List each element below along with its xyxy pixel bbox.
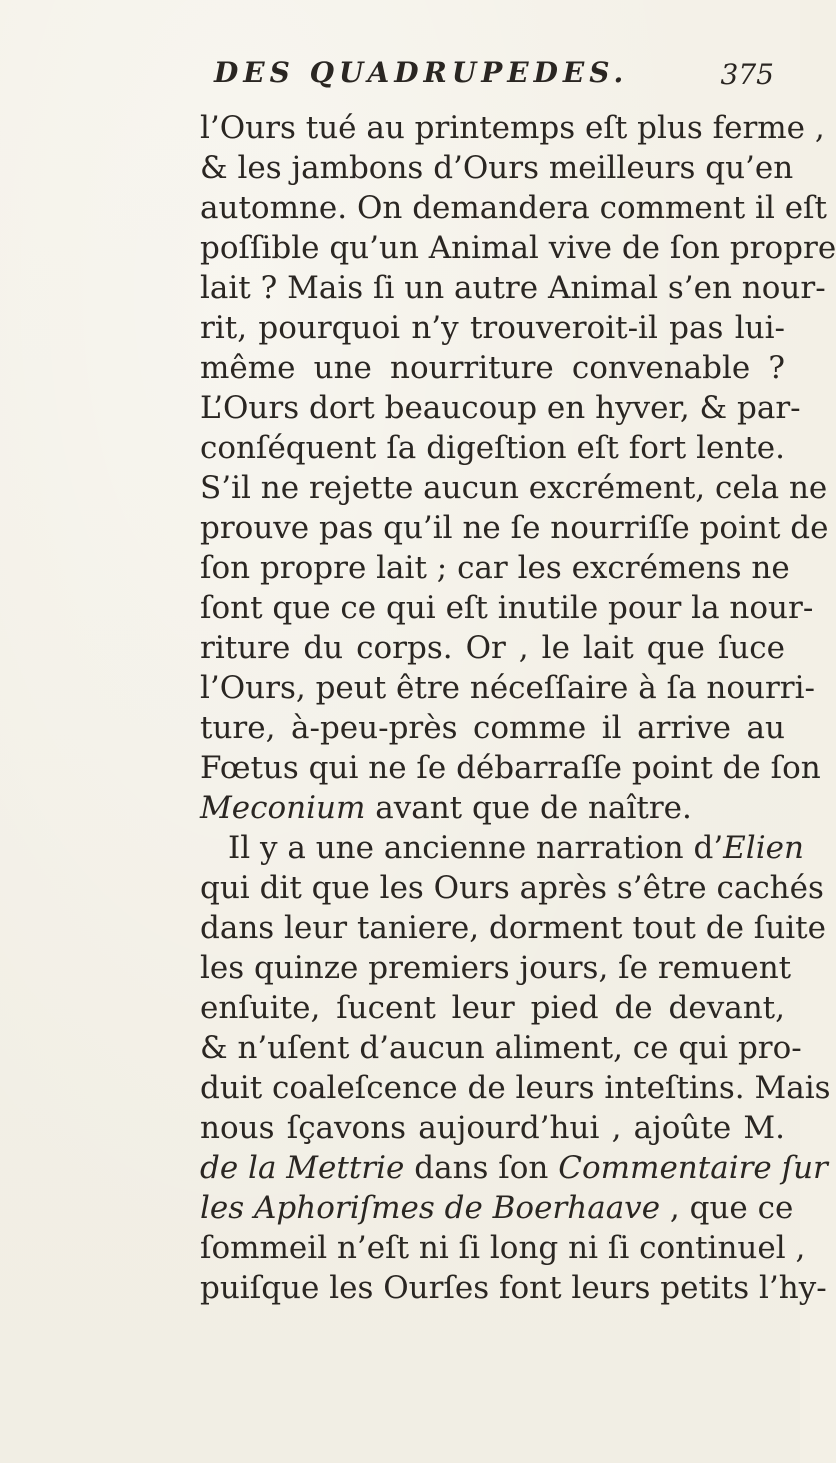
text-line: L’Ours dort beaucoup en hyver, & par-: [200, 390, 801, 426]
text-line: Fœtus qui ne ſe débarraſſe point de ſon: [200, 750, 821, 786]
text-line: nous ſçavons aujourd’hui , ajoûte M.: [200, 1110, 785, 1146]
text-line: ture, à-peu-près comme il arrive au: [200, 710, 785, 746]
text-line: Il y a une ancienne narration d’Elien: [228, 830, 804, 866]
text-line: de la Mettrie dans ſon Commentaire ſur: [200, 1150, 828, 1186]
text-line: rit, pourquoi n’y trouveroit-il pas lui-: [200, 310, 785, 346]
page-number: 375: [720, 58, 774, 91]
text-line: ſon propre lait ; car les excrémens ne: [200, 550, 790, 586]
italic-term: les Aphoriſmes de Boerhaave: [200, 1190, 661, 1226]
text-line: dans leur taniere, dorment tout de ſuite: [200, 910, 826, 946]
text-line: S’il ne rejette aucun excrément, cela ne: [200, 470, 828, 506]
text-line: duit coaleſcence de leurs inteſtins. Mais: [200, 1070, 831, 1106]
text-line: ſont que ce qui eſt inutile pour la nour-: [200, 590, 814, 626]
text-line: puiſque les Ourſes font leurs petits l’hy-: [200, 1270, 827, 1306]
text-line: enſuite, ſucent leur pied de devant,: [200, 990, 785, 1026]
text-line: & les jambons d’Ours meilleurs qu’en: [200, 150, 794, 186]
text-line: les Aphoriſmes de Boerhaave , que ce: [200, 1190, 794, 1226]
text-line: conſéquent ſa digeſtion eſt fort lente.: [200, 430, 785, 466]
text-line: Meconium avant que de naître.: [200, 790, 692, 826]
text-line: l’Ours, peut être néceſſaire à ſa nourri-: [200, 670, 816, 706]
italic-term: de la Mettrie: [200, 1150, 405, 1186]
text-line: automne. On demandera comment il eſt: [200, 190, 827, 226]
text-line: l’Ours tué au printemps eſt plus ferme ,: [200, 110, 825, 146]
italic-term: Commentaire ſur: [558, 1150, 828, 1186]
italic-term: Elien: [723, 830, 804, 866]
text-line: même une nourriture convenable ?: [200, 350, 785, 386]
text-line: prouve pas qu’il ne ſe nourriſſe point de: [200, 510, 829, 546]
text-line: lait ? Mais ſi un autre Animal s’en nour-: [200, 270, 826, 306]
text-line: ſommeil n’eſt ni ſi long ni ſi continuel ,: [200, 1230, 806, 1266]
running-head: DES QUADRUPEDES.: [214, 56, 629, 89]
text-line: les quinze premiers jours, ſe remuent: [200, 950, 792, 986]
text-line: riture du corps. Or , le lait que ſuce: [200, 630, 785, 666]
text-line: poſſible qu’un Animal vive de ſon propre: [200, 230, 836, 266]
italic-term: Meconium: [200, 790, 366, 826]
text-line: qui dit que les Ours après s’être cachés: [200, 870, 824, 906]
text-line: & n’uſent d’aucun aliment, ce qui pro-: [200, 1030, 802, 1066]
